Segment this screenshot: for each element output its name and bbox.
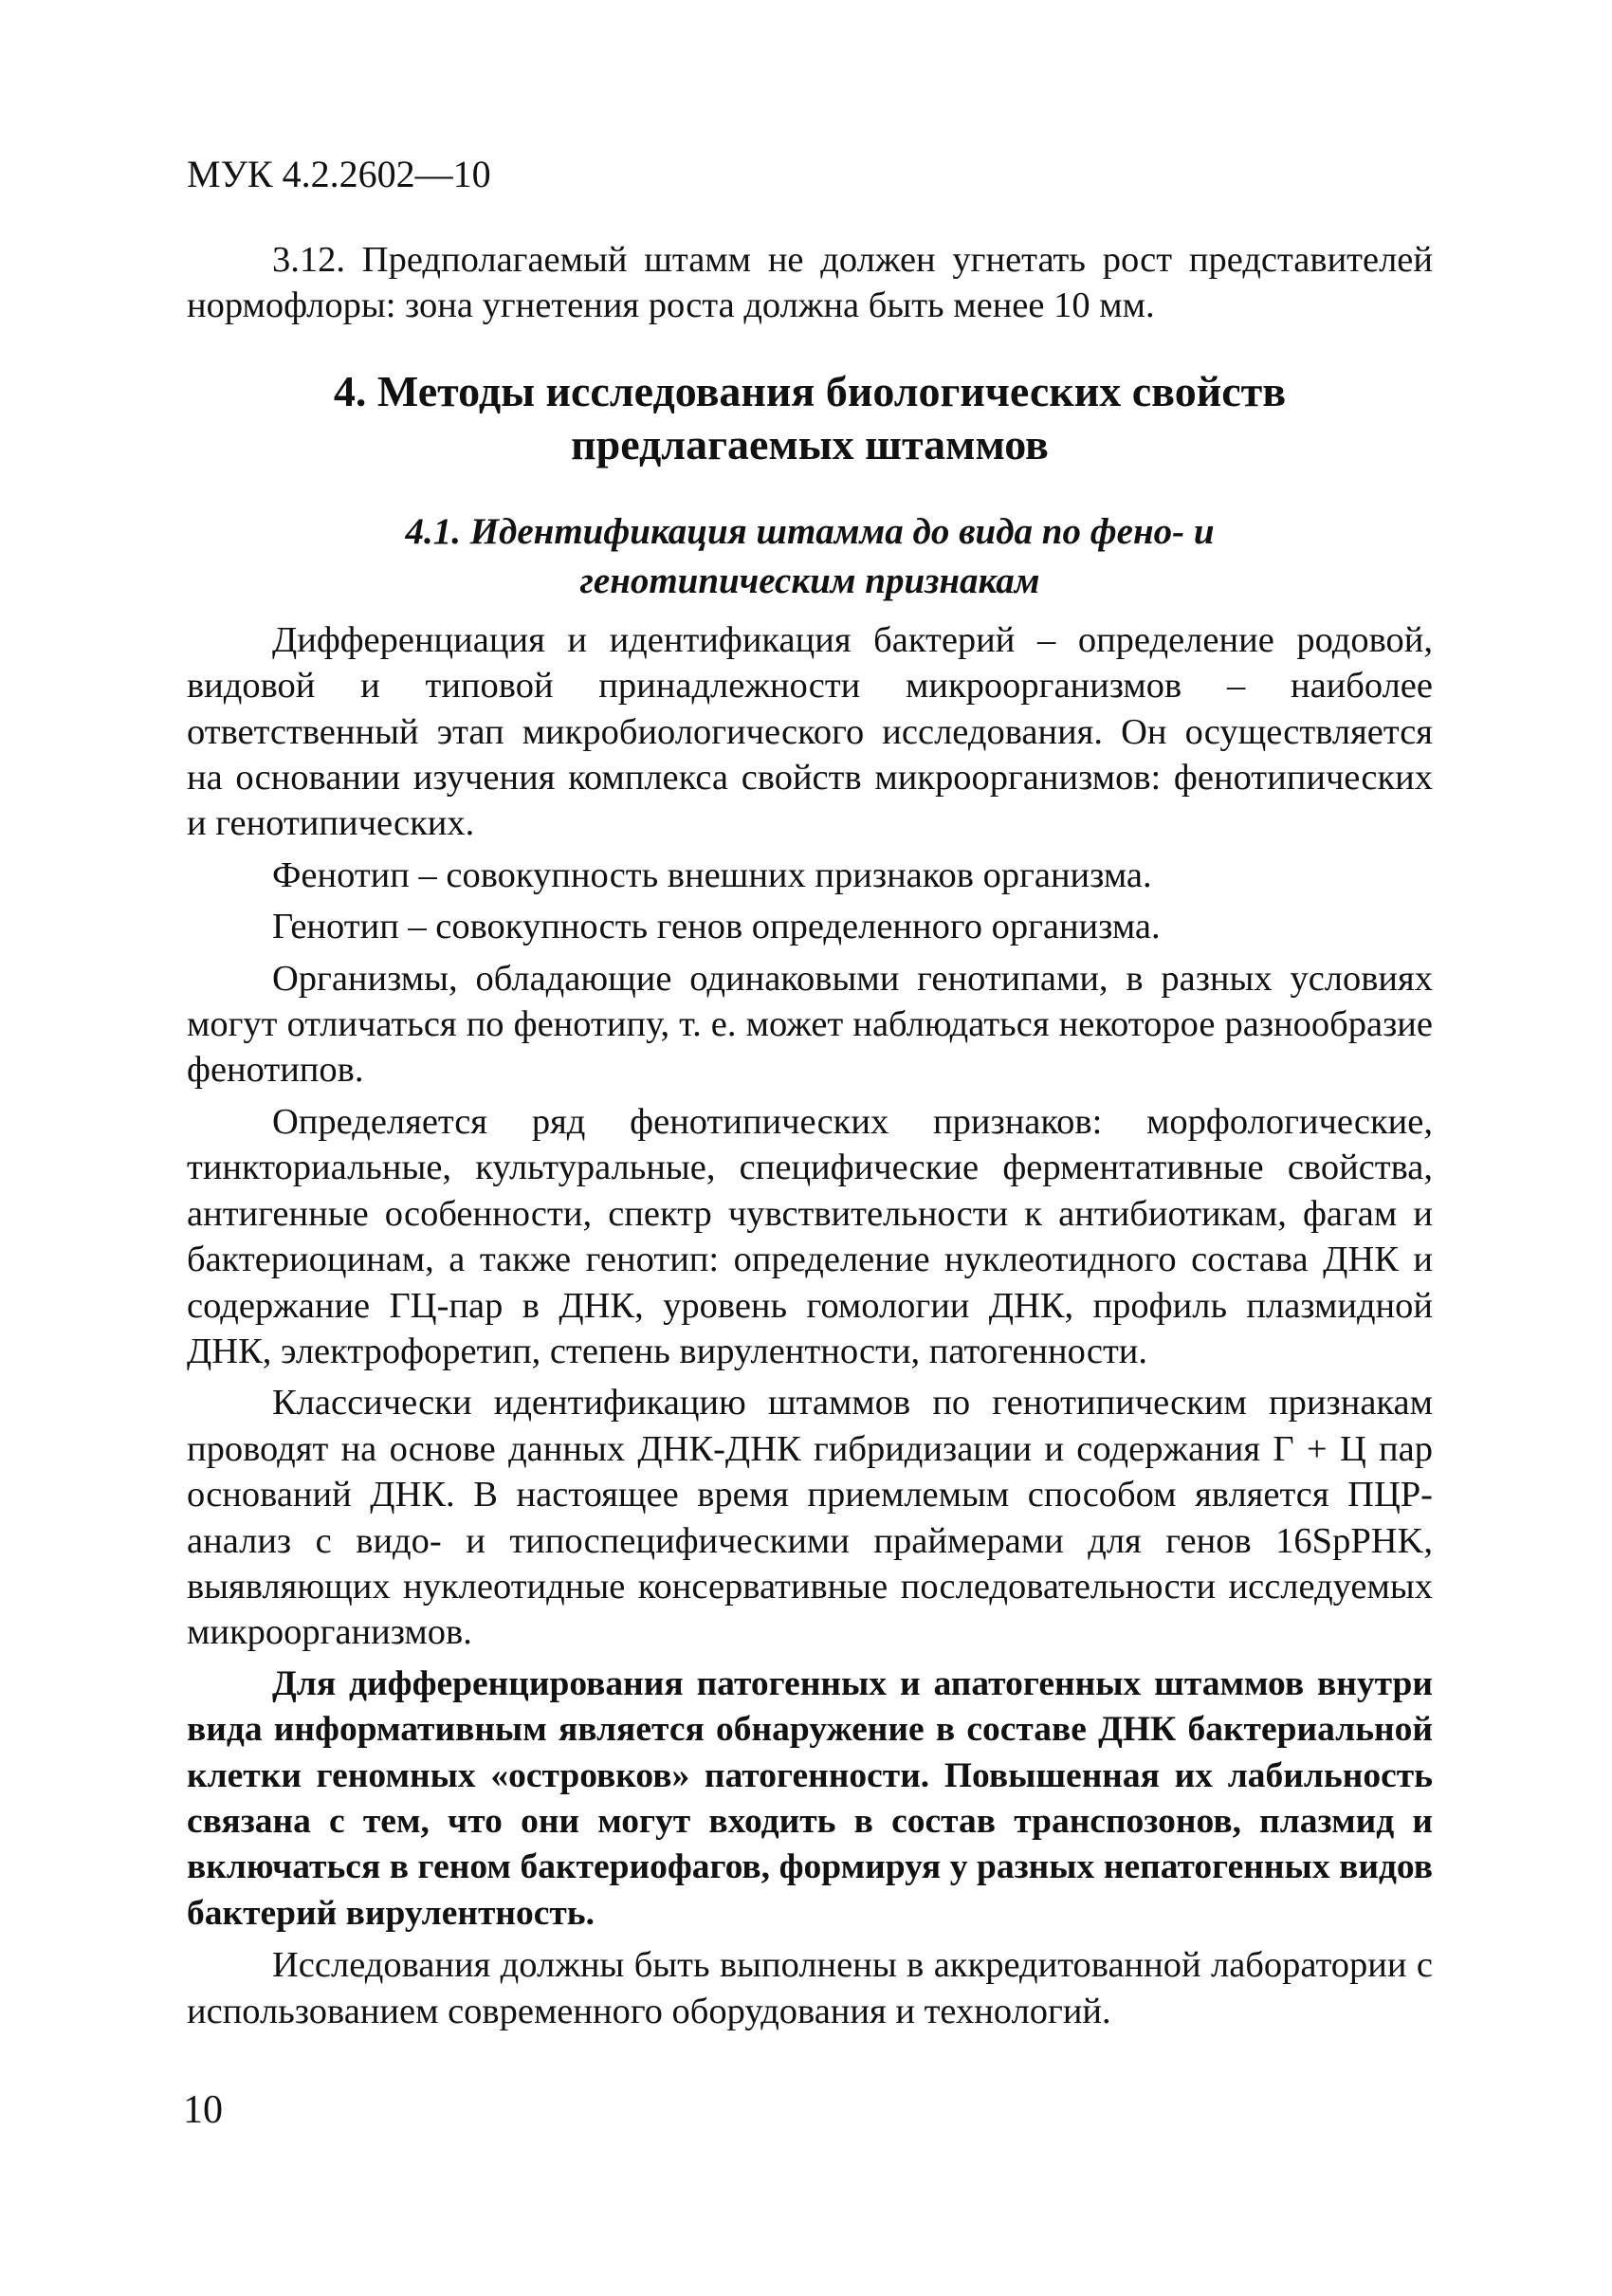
section-4-title-line1: 4. Методы исследования биологических свойств: [333, 366, 1287, 415]
paragraph-accredited-studies: Исследования должны быть выполнены в аккредитованной лаборатории с использованием современного оборудования и технологий.: [187, 1945, 1433, 2031]
paragraph-3-12: 3.12. Предполагаемый штамм не должен угнетать рост представителей нормофлоры: зона угнетения роста должна быть менее 10 мм.: [187, 240, 1433, 326]
subsection-4-1-title-line2: генотипическим признакам: [579, 560, 1040, 601]
paragraph-organisms: Организмы, обладающие одинаковыми генотипами, в разных условиях могут отличаться по фенотипу, т. е. может наблюдаться некоторое разнообразие фенотипов.: [187, 958, 1433, 1091]
paragraph-genotype: Генотип – совокупность генов определенного организма.: [272, 907, 1161, 947]
subsection-4-1-title: [187, 507, 1433, 606]
document-code: МУК 4.2.2602—10: [187, 153, 491, 195]
paragraph-differentiation-identification: Дифференциация и идентификация бактерий – определение родовой, видовой и типовой принадлежности микроорганизмов – наиболее ответственный этап микробиологического исследования. Он осуществляется на основании изучения комплекса свойств микроорганизмов: фенотипических и генотипических.: [187, 619, 1433, 844]
paragraph-pathogenic-differentiation: Для дифференцирования патогенных и апатогенных штаммов внутри вида информативным является обнаружение в составе ДНК бактериальной клетки геномных «островков» патогенности. Повышенная их лабильность связана с тем, что они могут входить в состав транспозонов, плазмид и включаться в геном бактериофагов, формируя у разных непатогенных видов бактерий вирулентность.: [187, 1663, 1433, 1933]
paragraph-phenotype: Фенотип – совокупность внешних признаков организма.: [272, 854, 1152, 895]
paragraph-phenotypic-features: Определяется ряд фенотипических признаков: морфологические, тинкториальные, культуральные, специфические ферментативные свойства, антигенные особенности, спектр чувствительности к антибиотикам, фагам и бактериоцинам, а также генотип: определение нуклеотидного состава ДНК и содержание ГЦ-пар в ДНК, уровень гомологии ДНК, профиль плазмидной ДНК, электрофоретип, степень вирулентности, патогенности.: [187, 1101, 1433, 1371]
page-content: [187, 237, 1433, 2034]
section-4-title: [187, 365, 1433, 471]
section-4-title-line2: предлагаемых штаммов: [571, 419, 1049, 468]
subsection-4-1-title-line1: 4.1. Идентификация штамма до вида по фено- и: [405, 510, 1215, 552]
paragraph-classic-identification: Классически идентификацию штаммов по генотипическим признакам проводят на основе данных ДНК-ДНК гибридизации и содержания Г + Ц пар оснований ДНК. В настоящее время приемлемым способом является ПЦР-анализ с видо- и типоспецифическими праймерами для генов 16SpPHK, выявляющих нуклеотидные консервативные последовательности исследуемых микроорганизмов.: [187, 1383, 1433, 1653]
page-number: 10: [183, 2088, 223, 2132]
